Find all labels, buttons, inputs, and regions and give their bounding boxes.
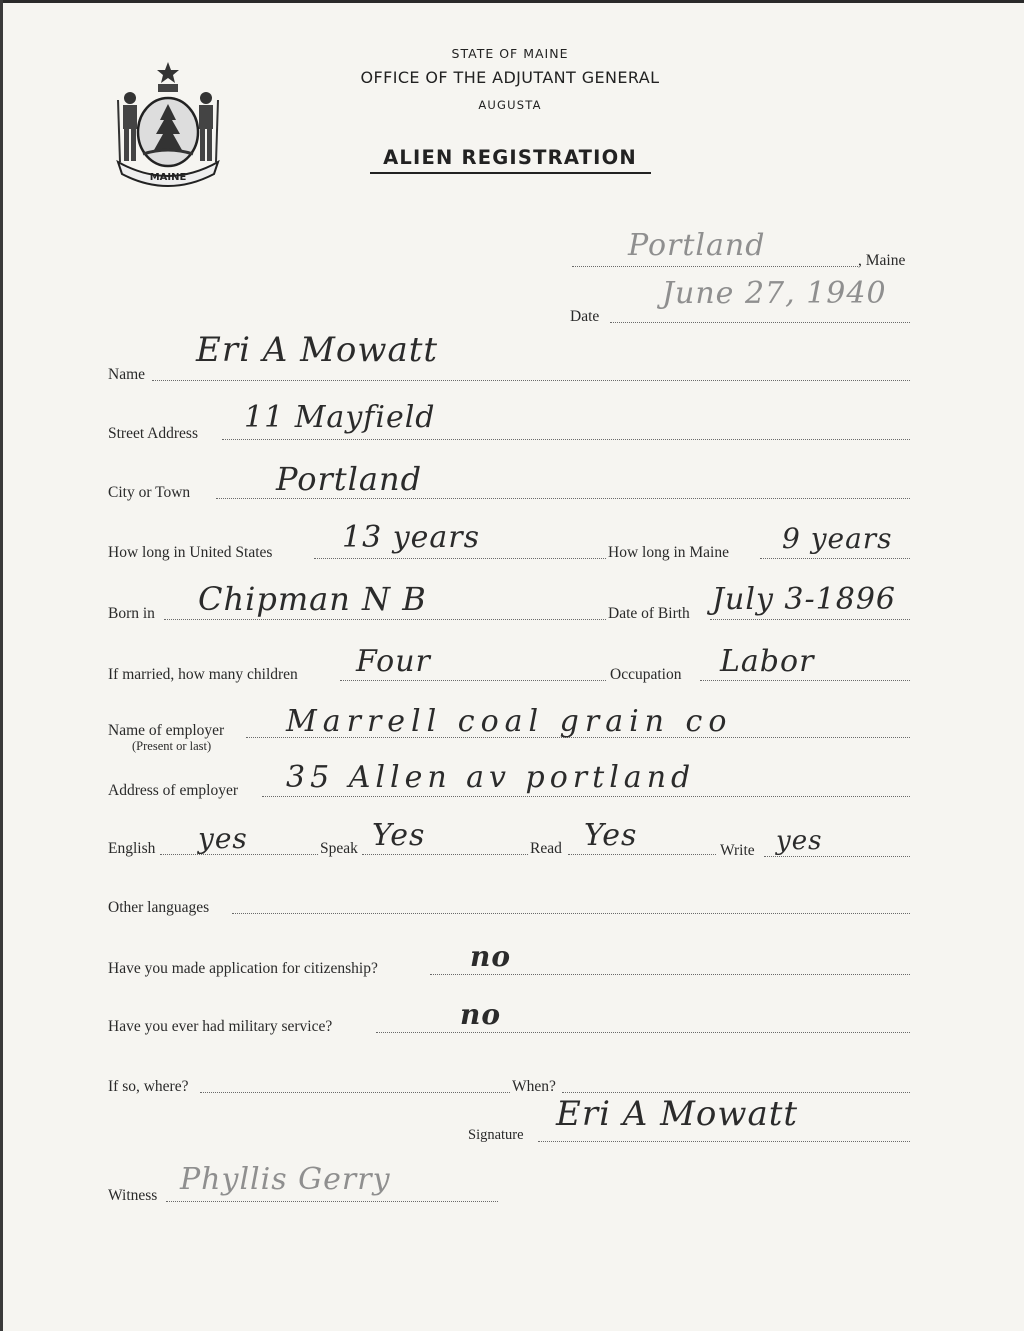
header-city: AUGUSTA [478, 98, 542, 112]
maine-state-seal-icon [108, 58, 228, 188]
citizenship-dotted-line [430, 974, 910, 975]
write-label: Write [720, 842, 755, 859]
speak-value: Yes [372, 818, 426, 853]
header-office: OFFICE OF THE ADJUTANT GENERAL [360, 68, 660, 87]
place-value: Portland [628, 228, 766, 263]
speak-dotted-line [362, 854, 528, 855]
dob-dotted-line [710, 619, 910, 620]
dob-label: Date of Birth [608, 605, 690, 622]
street-value: 11 Mayfield [244, 400, 436, 435]
header-state: STATE OF MAINE [451, 46, 569, 61]
military-dotted-line [376, 1032, 910, 1033]
military-value: no [460, 998, 502, 1031]
signature-label: Signature [468, 1127, 524, 1143]
form-title: ALIEN REGISTRATION [383, 146, 637, 169]
witness-label: Witness [108, 1187, 158, 1204]
other-languages-dotted-line [232, 913, 910, 914]
place-state-label: , Maine [858, 252, 906, 269]
us-duration-dotted-line [314, 558, 606, 559]
employer-sublabel: (Present or last) [132, 739, 212, 753]
scan-edge-left [0, 0, 3, 1331]
children-dotted-line [340, 680, 606, 681]
english-label: English [108, 840, 156, 857]
employer-address-value: 35 Allen av portland [286, 760, 696, 795]
date-dotted-line [610, 322, 910, 323]
us-duration-label: How long in United States [108, 544, 273, 561]
employer-address-label: Address of employer [108, 782, 238, 799]
born-label: Born in [108, 605, 155, 622]
title-underline [370, 172, 651, 174]
read-label: Read [530, 840, 562, 857]
maine-duration-dotted-line [760, 558, 910, 559]
other-languages-label: Other languages [108, 899, 210, 916]
scan-edge-top [0, 0, 1024, 3]
when-label: When? [512, 1078, 556, 1095]
when-dotted-line [562, 1092, 910, 1093]
children-value: Four [356, 644, 431, 679]
city-label: City or Town [108, 484, 191, 501]
name-value: Eri A Mowatt [196, 330, 439, 370]
maine-duration-value: 9 years [782, 522, 893, 555]
street-label: Street Address [108, 425, 198, 442]
employer-value: Marrell coal grain co [286, 704, 733, 739]
employer-address-dotted-line [262, 796, 910, 797]
us-duration-value: 13 years [342, 520, 481, 555]
name-dotted-line [152, 380, 910, 381]
dob-value: July 3-1896 [712, 582, 896, 617]
occupation-value: Labor [720, 644, 815, 679]
read-dotted-line [568, 854, 716, 855]
write-dotted-line [764, 856, 910, 857]
svg-text:MAINE: MAINE [149, 172, 187, 183]
born-dotted-line [164, 619, 606, 620]
occupation-dotted-line [700, 680, 910, 681]
occupation-label: Occupation [610, 666, 682, 683]
speak-label: Speak [320, 840, 358, 857]
employer-label: Name of employer [108, 722, 225, 739]
city-value: Portland [276, 460, 423, 498]
street-dotted-line [222, 439, 910, 440]
english-value: yes [198, 822, 248, 855]
where-dotted-line [200, 1092, 510, 1093]
signature-value: Eri A Mowatt [556, 1094, 799, 1134]
citizenship-label: Have you made application for citizenship? [108, 960, 378, 977]
signature-dotted-line [538, 1141, 910, 1142]
military-label: Have you ever had military service? [108, 1018, 333, 1035]
children-label: If married, how many children [108, 666, 298, 683]
where-label: If so, where? [108, 1078, 189, 1095]
write-value: yes [776, 826, 823, 856]
witness-dotted-line [166, 1201, 498, 1202]
date-label: Date [570, 308, 600, 325]
name-label: Name [108, 366, 146, 383]
place-dotted-line [572, 266, 858, 267]
date-value: June 27, 1940 [662, 276, 887, 311]
witness-value: Phyllis Gerry [180, 1162, 391, 1197]
citizenship-value: no [470, 940, 512, 973]
read-value: Yes [584, 818, 638, 853]
city-dotted-line [216, 498, 910, 499]
born-value: Chipman N B [198, 580, 427, 618]
maine-duration-label: How long in Maine [608, 544, 729, 561]
